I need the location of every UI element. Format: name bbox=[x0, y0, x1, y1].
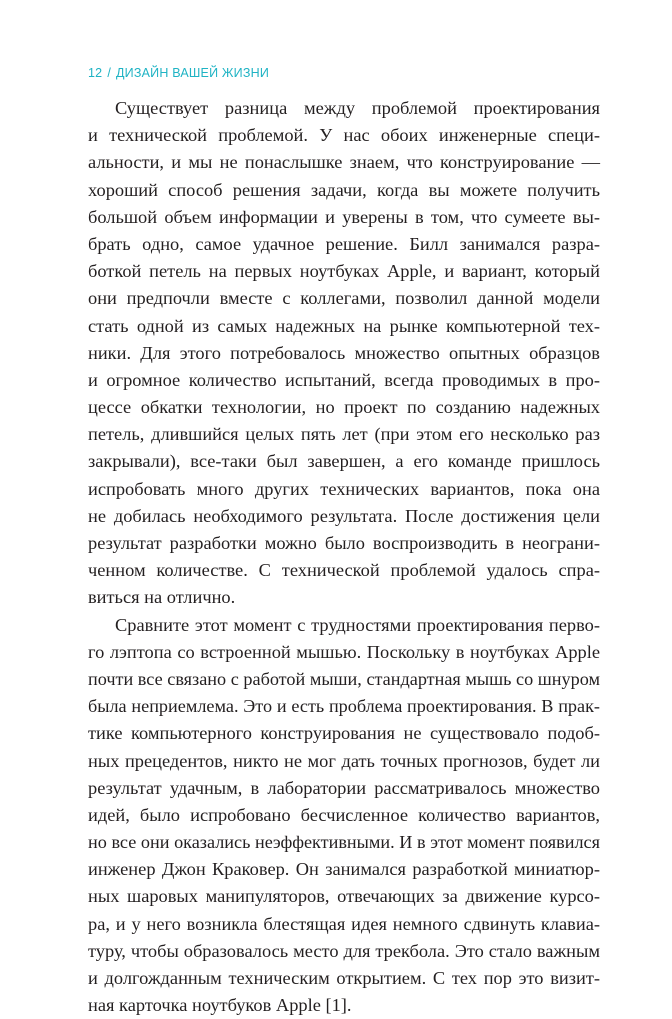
text-line: альности, и мы не понаслышке знаем, что конструирование — bbox=[88, 152, 600, 173]
text-line: цессе обкатки технологии, но проект по созданию надежных bbox=[88, 397, 600, 418]
text-line: тике компьютерного конструирования не существовало подоб- bbox=[88, 723, 600, 744]
text-line: они предпочли вместе с коллегами, позволил данной модели bbox=[88, 288, 600, 309]
text-line: Существует разница между проблемой проектирования bbox=[115, 98, 600, 118]
running-head bbox=[88, 66, 269, 80]
text-line: инженер Джон Краковер. Он занимался разработкой миниатюр- bbox=[88, 859, 600, 880]
text-line: испробовать много других технических вариантов, пока она bbox=[88, 478, 600, 499]
text-line: и технической проблемой. У нас обоих инженерные специ- bbox=[88, 125, 600, 146]
text-line: боткой петель на первых ноутбуках Apple, и вариант, который bbox=[88, 261, 600, 282]
text-line: большой объем информации и уверены в том, что сумеете вы- bbox=[88, 206, 600, 227]
text-line: идей, было испробовано бесчисленное количество вариантов, bbox=[88, 804, 600, 825]
text-line: ных шаровых манипуляторов, отвечающих за движение курсо- bbox=[88, 886, 600, 907]
text-line: брать одно, самое удачное решение. Билл занимался разра- bbox=[88, 233, 600, 254]
text-line: Сравните этот момент с трудностями проектирования перво- bbox=[115, 614, 600, 635]
text-line: ники. Для этого потребовалось множество опытных образцов bbox=[88, 342, 600, 363]
text-line: не добилась необходимого результата. После достижения цели bbox=[88, 505, 600, 526]
text-line: почти все связано с работой мыши, стандартная мышь со шнуром bbox=[88, 668, 600, 689]
text-line: закрывали), все-таки был завершен, а его команде пришлось bbox=[88, 451, 600, 472]
text-line: стать одной из самых надежных на рынке компьютерной тех- bbox=[88, 315, 600, 336]
text-line: хороший способ решения задачи, когда вы можете получить bbox=[88, 179, 600, 200]
header-separator: / bbox=[107, 66, 111, 80]
text-line: ченном количестве. С технической проблемой удалось спра- bbox=[88, 560, 600, 581]
text-line: петель, длившийся целых пять лет (при этом его несколько раз bbox=[88, 424, 600, 445]
paragraph-2 bbox=[88, 612, 600, 1019]
page-number: 12 bbox=[88, 66, 103, 80]
text-line: и долгожданным техническим открытием. С тех пор это визит- bbox=[88, 968, 600, 988]
body-text bbox=[88, 95, 600, 1019]
text-line: результат разработки можно было воспроизводить в неограни- bbox=[88, 533, 600, 553]
text-line: ная карточка ноутбуков Apple [1]. bbox=[88, 995, 352, 1016]
text-line: ра, и у него возникла блестящая идея немного сдвинуть клавиа- bbox=[88, 913, 600, 934]
paragraph-1 bbox=[88, 95, 600, 612]
text-line: результат удачным, в лаборатории рассматривалось множество bbox=[88, 777, 600, 798]
book-title: ДИЗАЙН ВАШЕЙ ЖИЗНИ bbox=[116, 66, 270, 80]
text-line: но все они оказались неэффективными. И в этот момент появился bbox=[88, 832, 600, 853]
text-line: туру, чтобы образовалось место для трекбола. Это стало важным bbox=[88, 940, 600, 961]
text-line: ных прецедентов, никто не мог дать точных прогнозов, будет ли bbox=[88, 750, 600, 771]
text-line: го лэптопа со встроенной мышью. Поскольку в ноутбуках Apple bbox=[88, 641, 600, 662]
text-line: и огромное количество испытаний, всегда проводимых в про- bbox=[88, 369, 600, 390]
text-line: виться на отлично. bbox=[88, 587, 236, 608]
text-line: была неприемлема. Это и есть проблема проектирования. В прак- bbox=[88, 696, 600, 717]
